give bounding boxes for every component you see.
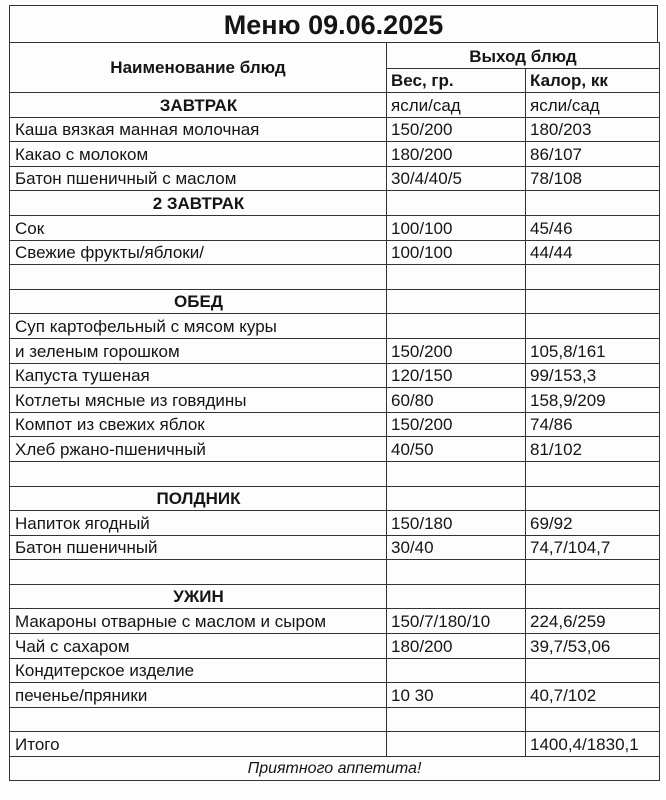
weight-cell: 60/80 <box>387 388 526 413</box>
calories-cell <box>526 486 660 511</box>
dish-name-cell: печенье/пряники <box>10 683 387 708</box>
weight-cell <box>387 486 526 511</box>
blank-row <box>10 560 660 585</box>
table-row <box>10 511 660 536</box>
weight-cell <box>387 732 526 757</box>
calories-cell <box>526 289 660 314</box>
calories-cell <box>526 560 660 585</box>
dish-name-cell: и зеленым горошком <box>10 338 387 363</box>
table-row <box>10 658 660 683</box>
calories-cell <box>526 584 660 609</box>
table-row <box>10 166 660 191</box>
table-row <box>10 683 660 708</box>
section-row <box>10 486 660 511</box>
section-row <box>10 93 660 118</box>
weight-cell <box>387 461 526 486</box>
weight-cell <box>387 707 526 732</box>
header-output: Выход блюд <box>387 43 660 69</box>
dish-name-cell: Каша вязкая манная молочная <box>10 117 387 142</box>
footer-row <box>10 757 660 781</box>
table-row <box>10 215 660 240</box>
dish-name-cell: Суп картофельный с мясом куры <box>10 314 387 339</box>
dish-name-cell: Батон пшеничный с маслом <box>10 166 387 191</box>
weight-cell <box>387 560 526 585</box>
dish-name-cell: ЗАВТРАК <box>10 93 387 118</box>
section-row <box>10 584 660 609</box>
weight-cell: 150/7/180/10 <box>387 609 526 634</box>
dish-name-cell: Свежие фрукты/яблоки/ <box>10 240 387 265</box>
calories-cell: 81/102 <box>526 437 660 462</box>
calories-cell: 74,7/104,7 <box>526 535 660 560</box>
dish-name-cell: Хлеб ржано-пшеничный <box>10 437 387 462</box>
weight-cell <box>387 314 526 339</box>
dish-name-cell: Сок <box>10 215 387 240</box>
dish-name-cell: Компот из свежих яблок <box>10 412 387 437</box>
dish-name-cell: Котлеты мясные из говядины <box>10 388 387 413</box>
weight-cell <box>387 658 526 683</box>
table-row <box>10 314 660 339</box>
calories-cell: 99/153,3 <box>526 363 660 388</box>
calories-cell: 40,7/102 <box>526 683 660 708</box>
calories-cell <box>526 461 660 486</box>
weight-cell: ясли/сад <box>387 93 526 118</box>
weight-cell <box>387 289 526 314</box>
weight-cell: 120/150 <box>387 363 526 388</box>
blank-row <box>10 707 660 732</box>
table-row <box>10 437 660 462</box>
header-weight: Вес, гр. <box>387 69 526 93</box>
calories-cell <box>526 191 660 216</box>
calories-cell: 39,7/53,06 <box>526 634 660 659</box>
dish-name-cell: 2 ЗАВТРАК <box>10 191 387 216</box>
weight-cell <box>387 191 526 216</box>
dish-name-cell: Какао с молоком <box>10 142 387 167</box>
dish-name-cell: Напиток ягодный <box>10 511 387 536</box>
table-row <box>10 388 660 413</box>
weight-cell <box>387 584 526 609</box>
weight-cell: 40/50 <box>387 437 526 462</box>
weight-cell: 180/200 <box>387 142 526 167</box>
weight-cell: 30/40 <box>387 535 526 560</box>
calories-cell <box>526 658 660 683</box>
menu-table-body <box>10 43 660 781</box>
table-row <box>10 634 660 659</box>
weight-cell: 150/200 <box>387 338 526 363</box>
calories-cell <box>526 265 660 290</box>
page-title: Меню 09.06.2025 <box>9 5 658 43</box>
calories-cell: 224,6/259 <box>526 609 660 634</box>
calories-cell: 45/46 <box>526 215 660 240</box>
dish-name-cell: Кондитерское изделие <box>10 658 387 683</box>
weight-cell: 30/4/40/5 <box>387 166 526 191</box>
section-row <box>10 191 660 216</box>
table-row <box>10 240 660 265</box>
table-row <box>10 412 660 437</box>
dish-name-cell <box>10 707 387 732</box>
dish-name-cell <box>10 560 387 585</box>
calories-cell <box>526 707 660 732</box>
weight-cell: 150/180 <box>387 511 526 536</box>
dish-name-cell: Макароны отварные с маслом и сыром <box>10 609 387 634</box>
weight-cell: 150/200 <box>387 412 526 437</box>
calories-cell: 1400,4/1830,1 <box>526 732 660 757</box>
section-row <box>10 289 660 314</box>
header-row <box>10 43 660 69</box>
weight-cell: 100/100 <box>387 215 526 240</box>
calories-cell <box>526 314 660 339</box>
calories-cell: 44/44 <box>526 240 660 265</box>
table-row <box>10 609 660 634</box>
weight-cell: 180/200 <box>387 634 526 659</box>
dish-name-cell: Капуста тушеная <box>10 363 387 388</box>
dish-name-cell: Батон пшеничный <box>10 535 387 560</box>
dish-name-cell <box>10 265 387 290</box>
header-dish-name: Наименование блюд <box>10 43 387 93</box>
table-row <box>10 142 660 167</box>
menu-table <box>9 42 660 781</box>
dish-name-cell: Итого <box>10 732 387 757</box>
table-row <box>10 338 660 363</box>
table-row <box>10 535 660 560</box>
dish-name-cell <box>10 461 387 486</box>
calories-cell: 78/108 <box>526 166 660 191</box>
dish-name-cell: Чай с сахаром <box>10 634 387 659</box>
weight-cell: 150/200 <box>387 117 526 142</box>
table-row <box>10 117 660 142</box>
calories-cell: 180/203 <box>526 117 660 142</box>
calories-cell: 69/92 <box>526 511 660 536</box>
calories-cell: 74/86 <box>526 412 660 437</box>
blank-row <box>10 461 660 486</box>
weight-cell: 100/100 <box>387 240 526 265</box>
weight-cell <box>387 265 526 290</box>
table-row <box>10 363 660 388</box>
weight-cell: 10 30 <box>387 683 526 708</box>
dish-name-cell: ОБЕД <box>10 289 387 314</box>
footer-text: Приятного аппетита! <box>10 757 660 781</box>
calories-cell: ясли/сад <box>526 93 660 118</box>
calories-cell: 86/107 <box>526 142 660 167</box>
header-calories: Калор, кк <box>526 69 660 93</box>
calories-cell: 105,8/161 <box>526 338 660 363</box>
table-row <box>10 732 660 757</box>
dish-name-cell: УЖИН <box>10 584 387 609</box>
calories-cell: 158,9/209 <box>526 388 660 413</box>
blank-row <box>10 265 660 290</box>
dish-name-cell: ПОЛДНИК <box>10 486 387 511</box>
